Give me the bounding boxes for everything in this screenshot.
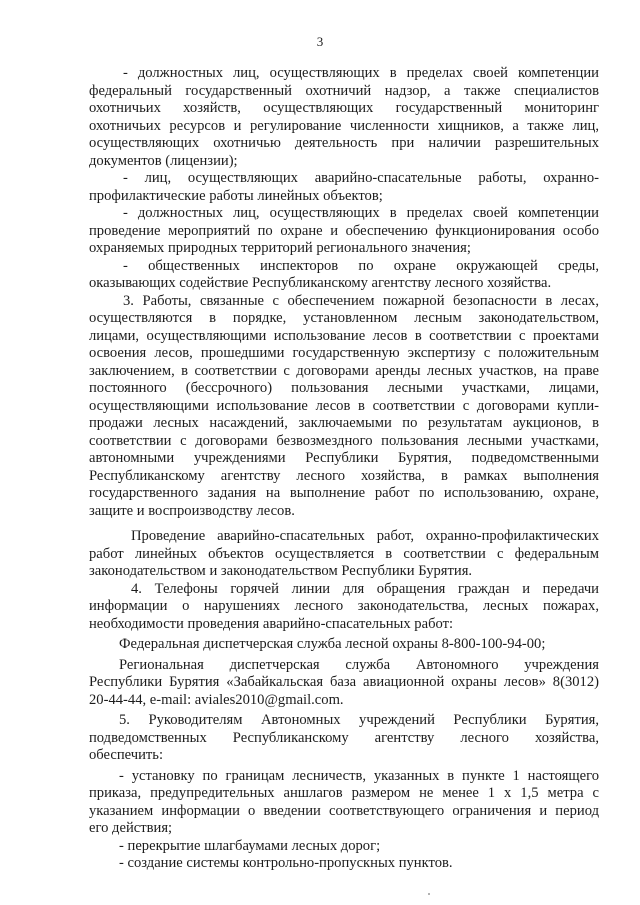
text-line: лицами, осуществляющими использование лесов в соответствии с проектами (89, 327, 599, 344)
text-line: - должностных лиц, осуществляющих в пределах своей компетенции (123, 65, 599, 81)
text-line: осуществляются в порядке, установленном лесным законодательством, (89, 310, 599, 326)
text-line: законодательством и законодательством Республики Бурятия. (89, 563, 473, 579)
text-line: документов (лицензии); (89, 152, 238, 169)
text-line: Республиканскому агентству лесного хозяйства, в рамках выполнения (89, 467, 599, 484)
text-line: Проведение аварийно-спасательных работ, охранно-профилактических (131, 528, 599, 544)
paragraph-protected-areas-officials (89, 205, 599, 258)
text-line: 4. Телефоны горячей линии для обращения граждан и передачи (131, 580, 599, 597)
paragraph-regional-dispatch-contact (89, 657, 599, 710)
text-line: - должностных лиц, осуществляющих в пределах своей компетенции (123, 205, 599, 221)
document-body (89, 65, 599, 873)
text-line: - перекрытие шлагбаумами лесных дорог; (119, 837, 381, 854)
text-line: 20-44-44, e-mail: aviales2010@gmail.com. (89, 691, 344, 708)
paragraph-barriers-roads (89, 838, 599, 856)
paragraph-item-4-hotline (89, 581, 599, 634)
text-line: профилактические работы линейных объектов; (89, 187, 383, 204)
text-line: охраняемых природных территорий регионального значения; (89, 240, 471, 256)
text-line: его действия; (89, 820, 173, 836)
text-line: оказывающих содействие Республиканскому агентству лесного хозяйства. (89, 275, 552, 291)
text-line: государственного задания на выполнение работ по использованию, охране, (89, 485, 599, 501)
text-line: освоения лесов, прошедшими государственную экспертизу с положительным (89, 345, 599, 361)
text-line: - создание системы контрольно-пропускных пунктов. (119, 855, 453, 871)
text-line: работ линейных объектов осуществляется в соответствии с федеральным (89, 545, 599, 562)
text-line: необходимости проведения аварийно-спасательных работ: (89, 615, 454, 632)
text-line: - общественных инспекторов по охране окружающей среды, (123, 257, 599, 274)
text-line: Республики Бурятия «Забайкальская база авиационной охраны лесов» 8(3012) (89, 674, 599, 690)
paragraph-item-5-heads-instruction (89, 712, 599, 765)
text-line: указанием информации о введении соответствующего ограничения и период (89, 802, 599, 819)
text-line: продажи лесных насаждений, заключаемыми по результатам аукционов, в (89, 415, 599, 431)
text-line: - лиц, осуществляющих аварийно-спасательные работы, охранно- (123, 170, 599, 186)
text-line: 5. Руководителям Автономных учреждений Республики Бурятия, (119, 712, 599, 728)
text-line: подведомственных Республиканскому агентству лесного хозяйства, (89, 729, 599, 746)
paragraph-federal-dispatch-phone (89, 636, 599, 654)
scan-speck (428, 893, 430, 895)
text-line: - установку по границам лесничеств, указанных в пункте 1 настоящего (119, 767, 599, 784)
paragraph-public-inspectors (89, 258, 599, 293)
text-line: информации о нарушениях лесного законодательства, лесных пожарах, (89, 598, 599, 614)
text-line: соответствии с договорами безвозмездного пользования лесными участками, (89, 432, 599, 449)
paragraph-warning-signs (89, 768, 599, 838)
text-line: федеральный государственный охотничий надзор, а также специалистов (89, 82, 599, 99)
text-line: заключением, в соответствии с договорами аренды лесных участков, на праве (89, 362, 599, 379)
text-line: постоянного (бессрочного) пользования лесными участками, лицами, (89, 380, 599, 396)
text-line: приказа, предупредительных аншлагов размером не менее 1 х 1,5 метра с (89, 785, 599, 801)
text-line: 3. Работы, связанные с обеспечением пожарной безопасности в лесах, (123, 292, 599, 309)
paragraph-officials-hunting-supervision (89, 65, 599, 170)
paragraph-item-3-fire-safety-works (89, 293, 599, 521)
paragraph-rescue-works-legislation (89, 528, 599, 581)
text-line: Федеральная диспетчерская служба лесной охраны 8-800-100-94-00; (119, 636, 546, 652)
page-number: 3 (316, 34, 324, 49)
paragraph-checkpoints (89, 855, 599, 873)
text-line: защите и воспроизводству лесов. (89, 502, 295, 519)
text-line: обеспечить: (89, 747, 164, 763)
text-line: охотничьих ресурсов и регулирование численности хищников, а также лиц, (89, 117, 599, 134)
text-line: автономными учреждениями Республики Бурятия, подведомственными (89, 450, 599, 466)
text-line: Региональная диспетчерская служба Автономного учреждения (119, 656, 599, 673)
text-line: охотничьих хозяйств, осуществляющих государственный мониторинг (89, 100, 599, 116)
paragraph-rescue-workers (89, 170, 599, 205)
text-line: осуществляющих охотничью деятельность при наличии разрешительных (89, 135, 599, 151)
text-line: проведение мероприятий по охране и обеспечению функционирования особо (89, 222, 599, 239)
text-line: осуществляющими использование лесов в соответствии с договорами купли- (89, 397, 599, 414)
